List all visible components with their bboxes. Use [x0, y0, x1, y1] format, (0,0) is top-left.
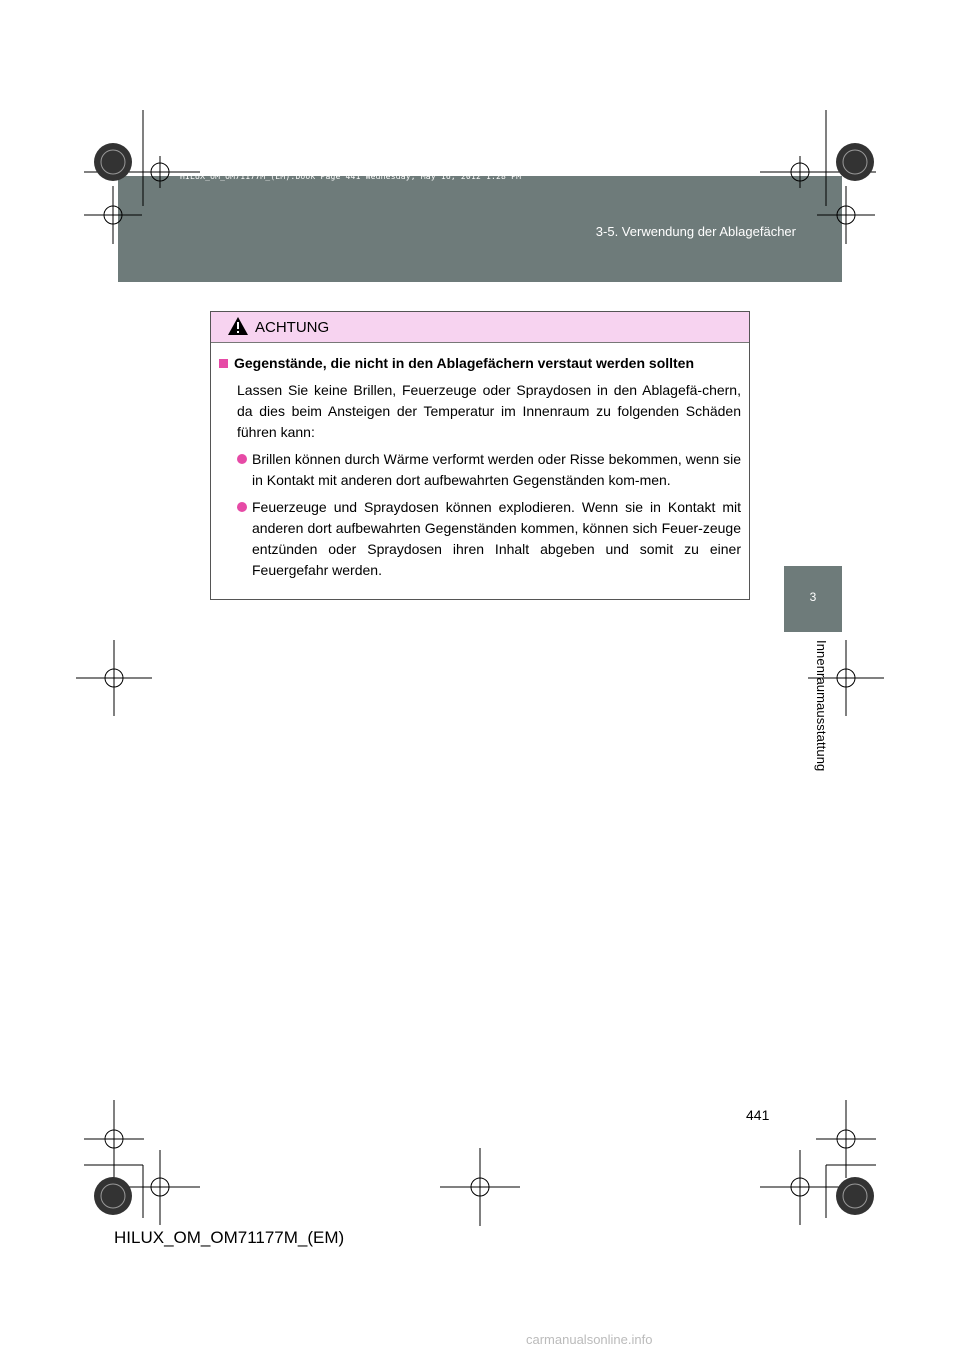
document-code: HILUX_OM_OM71177M_(EM): [114, 1228, 345, 1247]
list-item: [237, 449, 741, 491]
print-info: HILUX_OM_OM71177M_(EM).book Page 441 Wednesday, May 16, 2012 1:28 PM: [180, 172, 522, 181]
chapter-label: Innenraumausstattung: [814, 640, 829, 772]
warning-heading-text: Gegenstände, die nicht in den Ablagefächern verstaut werden sollten: [234, 355, 695, 371]
watermark: carmanualsonline.info: [526, 1332, 653, 1347]
warning-triangle-icon: [227, 316, 249, 336]
page-number: 441: [746, 1107, 770, 1123]
list-item-text: Brillen können durch Wärme verformt werden oder Risse bekommen, wenn sie in Kontakt mit anderen dort aufbewahrten Gegenständen kom-men.: [252, 451, 741, 488]
square-bullet-icon: [219, 359, 228, 368]
section-title: 3-5. Verwendung der Ablagefächer: [595, 224, 796, 239]
chapter-tab: [784, 566, 842, 632]
warning-intro: Lassen Sie keine Brillen, Feuerzeuge oder Spraydosen in den Ablagefä-chern, da dies beim Ansteigen der Temperatur im Innenraum zu folgenden Schäden führen kann:: [237, 382, 741, 440]
warning-body: [211, 343, 749, 581]
circle-bullet-icon: [237, 502, 247, 512]
chapter-number: 3: [809, 590, 817, 604]
list-item-text: Feuerzeuge und Spraydosen können explodieren. Wenn sie in Kontakt mit anderen dort aufbewahrten Gegenständen kommen, können sich Feuer-zeuge entzünden oder Spraydosen ihren Inhalt abgeben und somit zu einer Feuergefahr werden.: [252, 499, 741, 578]
circle-bullet-icon: [237, 454, 247, 464]
warning-heading: [219, 353, 741, 374]
warning-box: [210, 311, 750, 600]
warning-header: [211, 312, 749, 343]
warning-title: ACHTUNG: [255, 319, 330, 336]
list-item: [237, 497, 741, 581]
